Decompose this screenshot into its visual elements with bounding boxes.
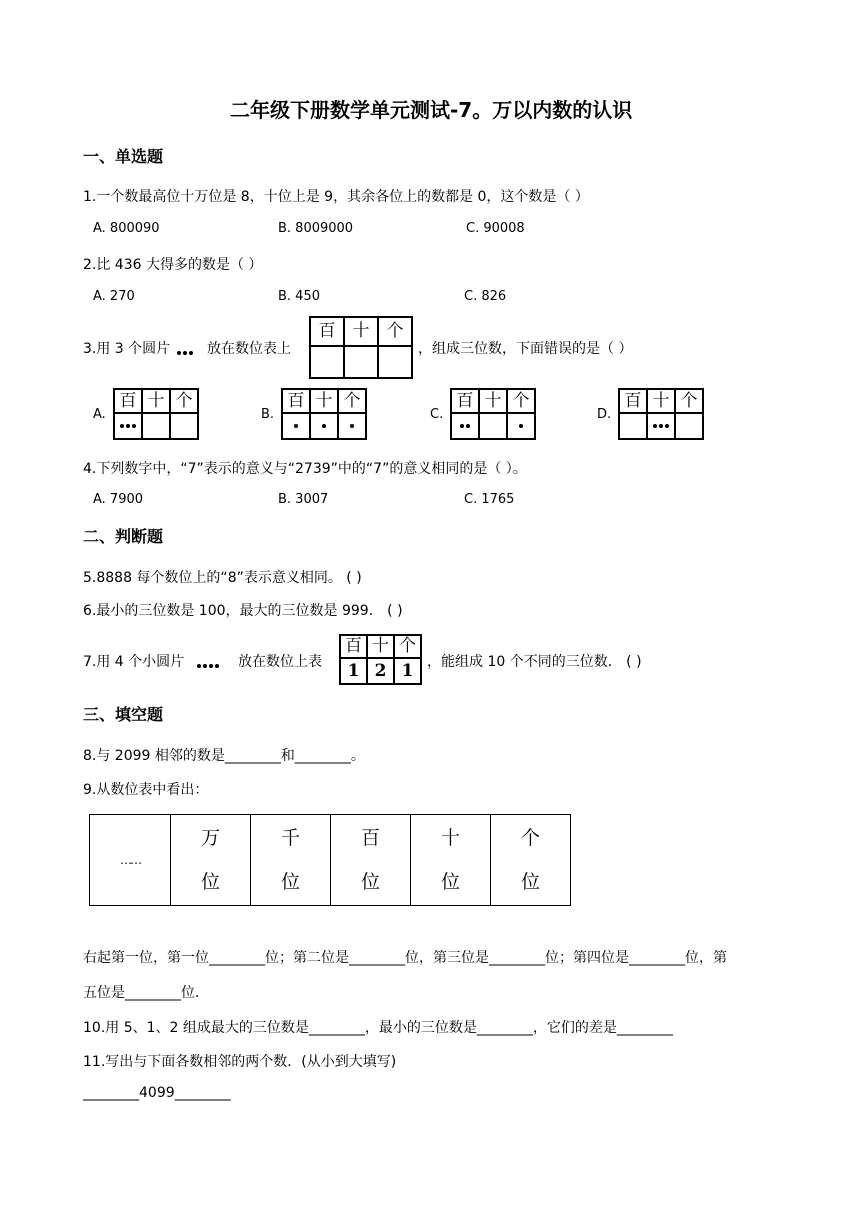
question-4-option-b: B. 3007 (278, 492, 329, 507)
question-4-option-c: C. 1765 (464, 492, 515, 507)
question-6-text: 6.最小的三位数是 100，最大的三位数是 999． ( ) (83, 603, 403, 619)
question-7-text-mid: 放在数位上表 (238, 654, 322, 670)
question-4-option-a: A. 7900 (93, 492, 144, 507)
question-3-option-c-label: C. (430, 407, 444, 422)
question-2-option-c: C. 826 (464, 289, 507, 304)
header-hundreds: 百 (310, 317, 344, 346)
question-3-text-start: 3.用 3 个圆片 (83, 341, 171, 357)
page-title: 二年级下册数学单元测试-7。万以内数的认识 (230, 98, 633, 122)
question-5-text: 5.8888 每个数位上的“8”表示意义相同。 ( ) (83, 570, 362, 586)
question-9-text: 9.从数位表中看出： (83, 782, 209, 798)
question-9-line-2: 五位是________位． (83, 985, 209, 1001)
four-dots-icon (196, 655, 220, 674)
three-dots-icon (176, 342, 194, 361)
option-d-table: 百 十 个 (618, 388, 704, 440)
question-3-text-mid: 放在数位表上 (207, 341, 291, 357)
value-hundreds: 1 (340, 658, 367, 684)
question-3-option-a-label: A. (93, 407, 106, 422)
header-ones: 个 (378, 317, 412, 346)
column-shi: 十 位 (411, 815, 491, 906)
question-1-option-c: C. 90008 (466, 221, 525, 236)
option-b-table: 百 十 个 (281, 388, 367, 440)
column-ge: 个 位 (491, 815, 571, 906)
column-wan: 万 位 (171, 815, 251, 906)
question-2-text: 2.比 436 大得多的数是（ ） (83, 257, 263, 273)
place-value-table-121: 百 十 个 1 2 1 (339, 634, 422, 685)
question-7-text-end: ，能组成 10 个不同的三位数． ( ) (427, 654, 642, 670)
question-1-option-b: B. 8009000 (278, 221, 354, 236)
question-7-text-start: 7.用 4 个小圆片 (83, 654, 185, 670)
question-3-option-b-label: B. (261, 407, 275, 422)
question-1-text: 1.一个数最高位十万位是 8，十位上是 9，其余各位上的数都是 0，这个数是（ ） (83, 189, 589, 205)
question-3-option-d-label: D. (597, 407, 612, 422)
question-11-text: 11.写出与下面各数相邻的两个数．(从小到大填写) (83, 1054, 397, 1070)
section-heading-single-choice: 一、单选题 (83, 147, 164, 166)
question-2-option-a: A. 270 (93, 289, 135, 304)
place-value-table-empty (309, 316, 413, 379)
value-ones: 1 (394, 658, 421, 684)
section-heading-fill-blank: 三、填空题 (83, 705, 164, 724)
question-2-option-b: B. 450 (278, 289, 320, 304)
place-value-chart (89, 814, 571, 906)
value-tens: 2 (367, 658, 394, 684)
question-8-text: 8.与 2099 相邻的数是________和________。 (83, 748, 365, 764)
section-heading-true-false: 二、判断题 (83, 527, 164, 546)
question-3-text-end: ，组成三位数，下面错误的是（ ） (418, 341, 633, 357)
column-bai: 百 位 (331, 815, 411, 906)
question-11-answer-line: ________4099________ (83, 1085, 231, 1101)
option-c-table: 百 十 个 (450, 388, 536, 440)
column-qian: 千 位 (251, 815, 331, 906)
question-9-line-1: 右起第一位，第一位________位；第二位是________位，第三位是________位；第四位是________位，第 (83, 950, 727, 966)
ellipsis-cell: …… (90, 815, 171, 906)
question-1-option-a: A. 800090 (93, 221, 160, 236)
question-10-text: 10.用 5、1、2 组成最大的三位数是________，最小的三位数是________，它们的差是________ (83, 1020, 673, 1036)
header-tens: 十 (344, 317, 378, 346)
option-a-table: 百 十 个 (113, 388, 199, 440)
question-4-text: 4.下列数字中，“7”表示的意义与“2739”中的“7”的意义相同的是（ ）。 (83, 461, 527, 477)
